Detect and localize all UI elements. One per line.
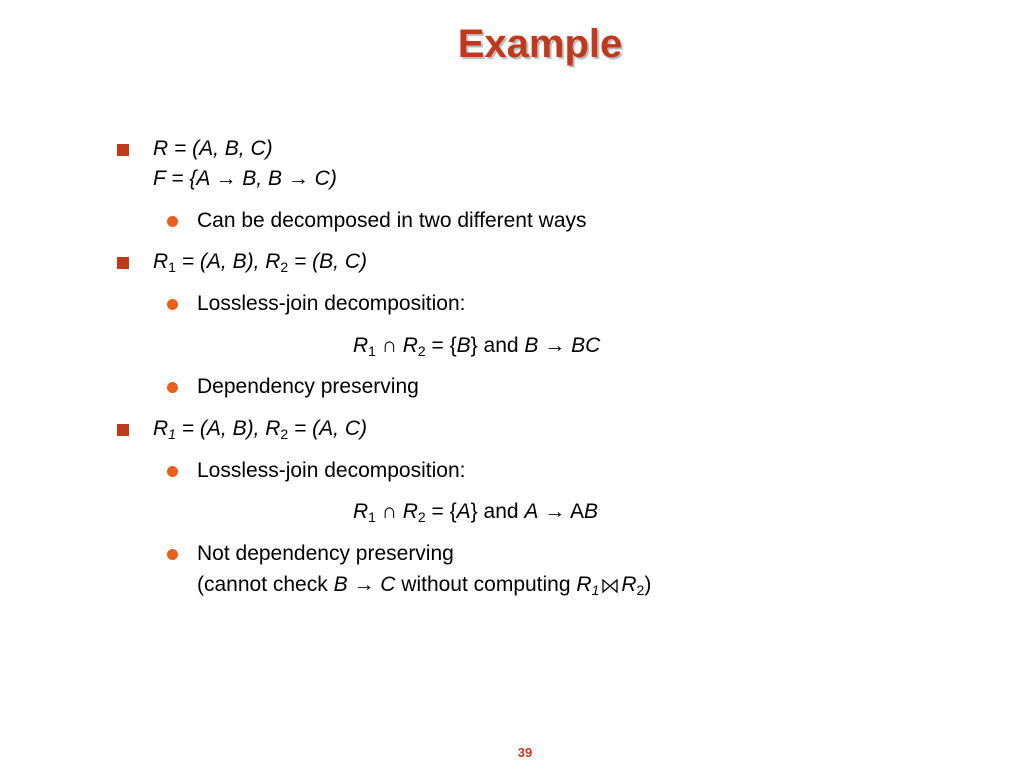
item2-line: $R_1 = (A$, B), $R_2 = (B$, C)	[153, 250, 367, 275]
intersection-symbol: ∩	[375, 500, 403, 523]
natural-join-bowtie-icon	[602, 579, 618, 593]
item1-sub1: Can be decomposed in two different ways	[197, 209, 587, 232]
square-bullet-icon	[117, 424, 129, 436]
square-bullet-icon	[117, 144, 129, 156]
item3-sub2-line1: Not dependency preserving	[197, 542, 454, 565]
round-bullet-icon	[167, 549, 178, 560]
round-bullet-icon	[167, 466, 178, 477]
item2-sub1: Lossless-join decomposition:	[197, 292, 466, 315]
round-bullet-icon	[167, 299, 178, 310]
item3-equation: $R_1$ ∩ $R_2 = \{A\}$ and A → AB	[353, 500, 598, 525]
item1-line1: R = (A, B, C)	[153, 137, 273, 160]
slide-title: Example	[457, 22, 623, 66]
square-bullet-icon	[117, 257, 129, 269]
intersection-symbol: ∩	[375, 334, 403, 357]
right-arrow-symbol: →	[538, 500, 570, 523]
item2-sub2: Dependency preserving	[197, 375, 419, 398]
right-arrow-symbol: →	[215, 167, 237, 190]
item3-sub2-line2: (cannot check B → C without computing $R_1$ $R_2$)	[197, 573, 652, 598]
right-arrow-symbol: →	[347, 573, 381, 596]
item1-line2: F = {A → B, B → C)	[153, 167, 337, 190]
round-bullet-icon	[167, 216, 178, 227]
item2-equation: $R_1$ ∩ $R_2 = \{B\}$ and B → BC	[353, 334, 601, 359]
right-arrow-symbol: →	[538, 334, 572, 357]
round-bullet-icon	[167, 382, 178, 393]
right-arrow-symbol: →	[287, 167, 309, 190]
item3-line: $R_1 = (A$, B), $R_2 = (A$, C)	[153, 417, 367, 442]
item3-sub1: Lossless-join decomposition:	[197, 459, 466, 482]
page-number: 39	[517, 745, 533, 760]
